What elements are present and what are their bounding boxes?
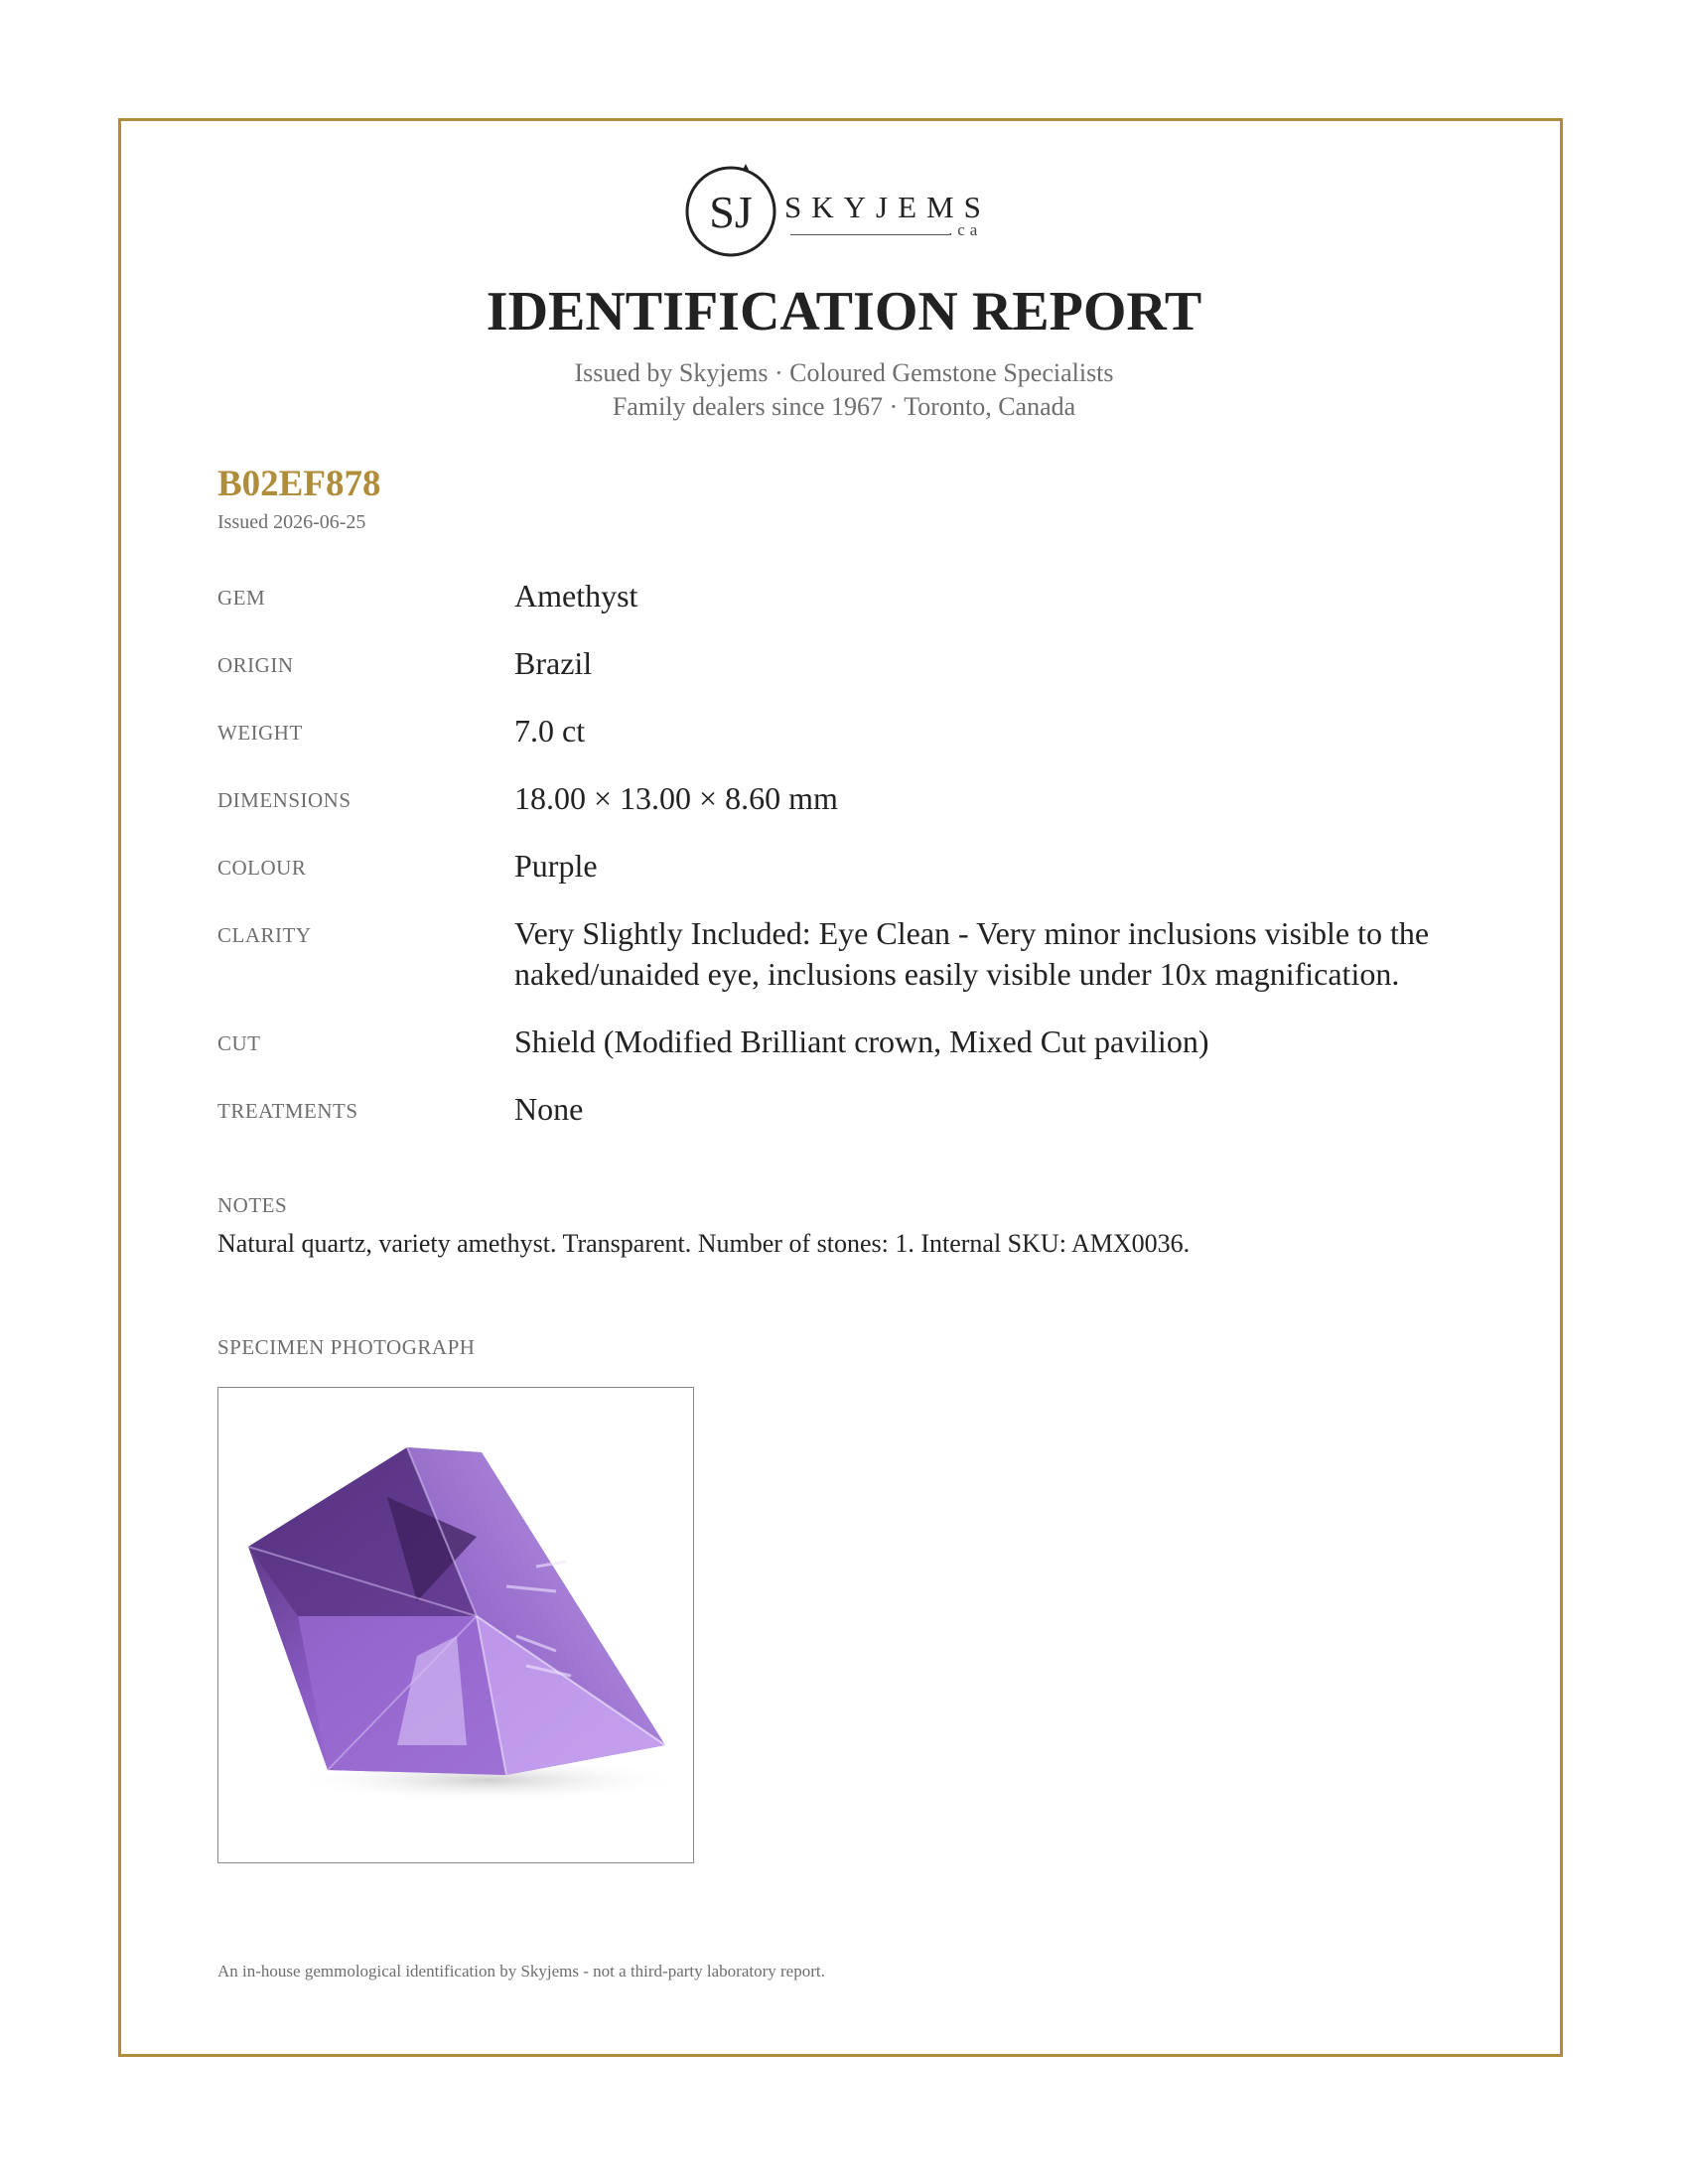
report-subtitle-2: Family dealers since 1967 · Toronto, Canada xyxy=(612,392,1076,421)
field-label: CLARITY xyxy=(217,923,312,947)
report-number: B02EF878 xyxy=(217,464,381,504)
photo-label: SPECIMEN PHOTOGRAPH xyxy=(217,1335,476,1359)
field-value: 18.00 × 13.00 × 8.60 mm xyxy=(514,780,838,816)
brand-suffix: .ca xyxy=(948,220,983,239)
brand-name: SKYJEMS xyxy=(784,190,991,224)
field-value: None xyxy=(514,1091,584,1127)
field-label: CUT xyxy=(217,1031,261,1055)
field-label: COLOUR xyxy=(217,856,307,880)
notes-label: NOTES xyxy=(217,1193,288,1217)
field-value: Shield (Modified Brilliant crown, Mixed Cut pavilion) xyxy=(514,1024,1209,1059)
field-value: Purple xyxy=(514,848,598,884)
field-label: TREATMENTS xyxy=(217,1099,358,1123)
field-value: Amethyst xyxy=(514,578,638,614)
amethyst-gem-image xyxy=(218,1388,694,1863)
report-title: IDENTIFICATION REPORT xyxy=(486,281,1202,342)
field-label: ORIGIN xyxy=(217,653,294,677)
logo-monogram: SJ xyxy=(709,187,753,237)
notes-text: Natural quartz, variety amethyst. Transparent. Number of stones: 1. Internal SKU: AMX0036. xyxy=(217,1229,1191,1258)
field-value: Brazil xyxy=(514,645,593,681)
field-label: DIMENSIONS xyxy=(217,788,352,812)
brand-rule xyxy=(790,234,949,235)
field-value: 7.0 ct xyxy=(514,713,586,749)
report-subtitle-1: Issued by Skyjems · Coloured Gemstone Specialists xyxy=(574,358,1114,387)
specimen-photo xyxy=(217,1387,694,1863)
issue-date: Issued 2026-06-25 xyxy=(217,511,366,533)
field-value: Very Slightly Included: Eye Clean - Very minor inclusions visible to the naked/unaided eye, inclusions easily visible under 10x magnification. xyxy=(514,915,1430,992)
disclaimer-footer: An in-house gemmological identification by Skyjems - not a third-party laboratory report. xyxy=(217,1962,825,1980)
field-label: WEIGHT xyxy=(217,721,303,745)
field-label: GEM xyxy=(217,586,266,610)
